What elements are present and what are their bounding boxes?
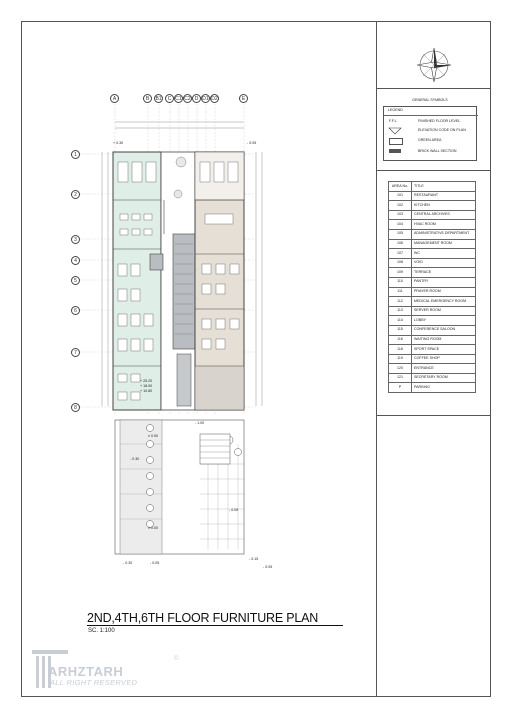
- table-row: [389, 191, 476, 201]
- table-header-row: [389, 182, 476, 192]
- legend-label: GREEN AREA: [418, 138, 442, 142]
- area-no: 118: [389, 345, 412, 355]
- grid-column-bubble: B1: [155, 96, 162, 102]
- grid-row-bubble: 5: [71, 276, 80, 285]
- area-no: 105: [389, 229, 412, 239]
- grid-row-bubble: 2: [71, 190, 80, 199]
- area-title: HVAC ROOM: [412, 220, 476, 230]
- area-no: 108: [389, 258, 412, 268]
- area-no: 101: [389, 191, 412, 201]
- general-symbols-title: GENERAL SYMBOLS: [412, 98, 448, 102]
- level-label: - 0.05: [150, 561, 160, 565]
- area-no: 109: [389, 268, 412, 278]
- area-no-header: AREA No.: [389, 182, 412, 192]
- table-row: [389, 201, 476, 211]
- area-title: SPORT SPACE: [412, 345, 476, 355]
- area-title: CENTRAL ARCHIVES: [412, 210, 476, 220]
- grid-row-bubble: 1: [71, 150, 80, 159]
- level-label: - 0.05: [247, 141, 257, 145]
- legend-symbol-ffl: F.F.L: [389, 119, 397, 123]
- area-title: WAITING ROOM: [412, 335, 476, 345]
- table-row: [389, 249, 476, 259]
- table-row: [389, 345, 476, 355]
- legend-label: BRICK WALL SECTION: [418, 149, 457, 153]
- level-label: - 0.30: [123, 561, 133, 565]
- table-row: [389, 383, 476, 393]
- legend-subtitle: LEGEND: [388, 108, 403, 112]
- area-no: 104: [389, 220, 412, 230]
- level-label: - 0.15: [249, 557, 259, 561]
- area-title: COFFEE SHOP: [412, 354, 476, 364]
- table-row: [389, 306, 476, 316]
- brick-wall-swatch: [389, 149, 401, 153]
- grid-row-bubble: 6: [71, 306, 80, 315]
- area-no: 103: [389, 210, 412, 220]
- level-label: - 0.05: [229, 508, 239, 512]
- title-underline: [87, 625, 343, 626]
- area-no: 121: [389, 373, 412, 383]
- level-label: + 10.80: [140, 389, 153, 393]
- area-title: MANAGEMENT ROOM: [412, 239, 476, 249]
- area-no: 113: [389, 306, 412, 316]
- area-title: ADMINISTRATIVE DEPARTMENT: [412, 229, 476, 239]
- table-row: [389, 229, 476, 239]
- area-title-header: TITLE: [412, 182, 476, 192]
- area-no: 112: [389, 297, 412, 307]
- table-row: [389, 268, 476, 278]
- logo-text: ARHZTARH: [48, 664, 124, 679]
- company-logo: [30, 646, 180, 692]
- level-label: + 25.20: [140, 379, 153, 383]
- legend-label: ELEVATION CODE ON PLAN: [418, 128, 466, 132]
- area-no: 120: [389, 364, 412, 374]
- area-title: PANTRY: [412, 277, 476, 287]
- table-row: [389, 277, 476, 287]
- title-block-rule: [376, 170, 491, 171]
- grid-column-bubble: D1: [202, 96, 209, 102]
- table-row: [389, 297, 476, 307]
- area-title: PARKING: [412, 383, 476, 393]
- grid-column-bubble: A: [110, 94, 119, 103]
- grid-column-bubble: B: [143, 94, 152, 103]
- level-label: - 0.05: [263, 565, 273, 569]
- area-title: CONFERENCE SALOON: [412, 325, 476, 335]
- table-row: [389, 373, 476, 383]
- grid-column-bubble: C2: [184, 96, 191, 102]
- floor-plan-drawing: [80, 104, 280, 574]
- grid-row-bubble: 7: [71, 348, 80, 357]
- grid-column-bubble: E: [239, 94, 248, 103]
- area-no: 106: [389, 239, 412, 249]
- area-no: 111: [389, 287, 412, 297]
- drawing-scale: SC. 1:100: [88, 628, 115, 634]
- table-row: [389, 335, 476, 345]
- table-row: [389, 239, 476, 249]
- area-no: 115: [389, 325, 412, 335]
- table-row: [389, 364, 476, 374]
- grid-row-bubble: 3: [71, 235, 80, 244]
- area-title: MEDICAL EMERGENCY ROOM: [412, 297, 476, 307]
- table-row: [389, 210, 476, 220]
- grid-column-bubble: C1: [175, 96, 182, 102]
- table-row: [389, 325, 476, 335]
- area-no: 114: [389, 316, 412, 326]
- area-title: KITCHEN: [412, 201, 476, 211]
- level-label: + 0.30: [113, 141, 124, 145]
- title-block-rule: [376, 88, 491, 89]
- legend-label: FINISHED FLOOR LEVEL: [418, 119, 461, 123]
- area-title: RESTAURANT: [412, 191, 476, 201]
- area-no: P: [389, 383, 412, 393]
- area-no: 110: [389, 277, 412, 287]
- area-title: TERRACE: [412, 268, 476, 278]
- level-label: - 1.00: [195, 421, 205, 425]
- copyright-icon: ©: [174, 656, 179, 662]
- grid-column-bubble: D2: [211, 96, 218, 102]
- north-arrow-icon: [414, 44, 454, 86]
- elevation-code-icon: [388, 127, 402, 135]
- area-title: LOBBY: [412, 316, 476, 326]
- area-title: ENTRANCE: [412, 364, 476, 374]
- area-title: WC: [412, 249, 476, 259]
- grid-column-bubble: C: [165, 94, 174, 103]
- general-symbols-legend: [383, 106, 477, 161]
- area-title: VOID: [412, 258, 476, 268]
- area-schedule-table: [388, 181, 476, 393]
- grid-row-bubble: 8: [71, 403, 80, 412]
- title-block-divider: [376, 21, 377, 697]
- table-row: [389, 287, 476, 297]
- grid-column-bubble: D: [192, 94, 201, 103]
- area-no: 119: [389, 354, 412, 364]
- area-no: 107: [389, 249, 412, 259]
- area-no: 102: [389, 201, 412, 211]
- logo-subtext: ALL RIGHT RESERVED: [50, 678, 138, 687]
- area-title: SECRETARY ROOM: [412, 373, 476, 383]
- legend-rule: [384, 115, 478, 116]
- table-row: [389, 354, 476, 364]
- area-no: 116: [389, 335, 412, 345]
- drawing-title: 2ND,4TH,6TH FLOOR FURNITURE PLAN: [87, 611, 319, 625]
- area-title: PRAYER ROOM: [412, 287, 476, 297]
- title-block-rule: [376, 415, 491, 416]
- table-row: [389, 258, 476, 268]
- level-label: ± 0.00: [148, 526, 158, 530]
- area-title: SERVER ROOM: [412, 306, 476, 316]
- level-label: - 0.30: [130, 457, 140, 461]
- level-label: + 18.00: [140, 384, 153, 388]
- grid-row-bubble: 4: [71, 256, 80, 265]
- green-area-swatch: [389, 138, 403, 145]
- level-label: ± 0.00: [148, 434, 158, 438]
- table-row: [389, 316, 476, 326]
- table-row: [389, 220, 476, 230]
